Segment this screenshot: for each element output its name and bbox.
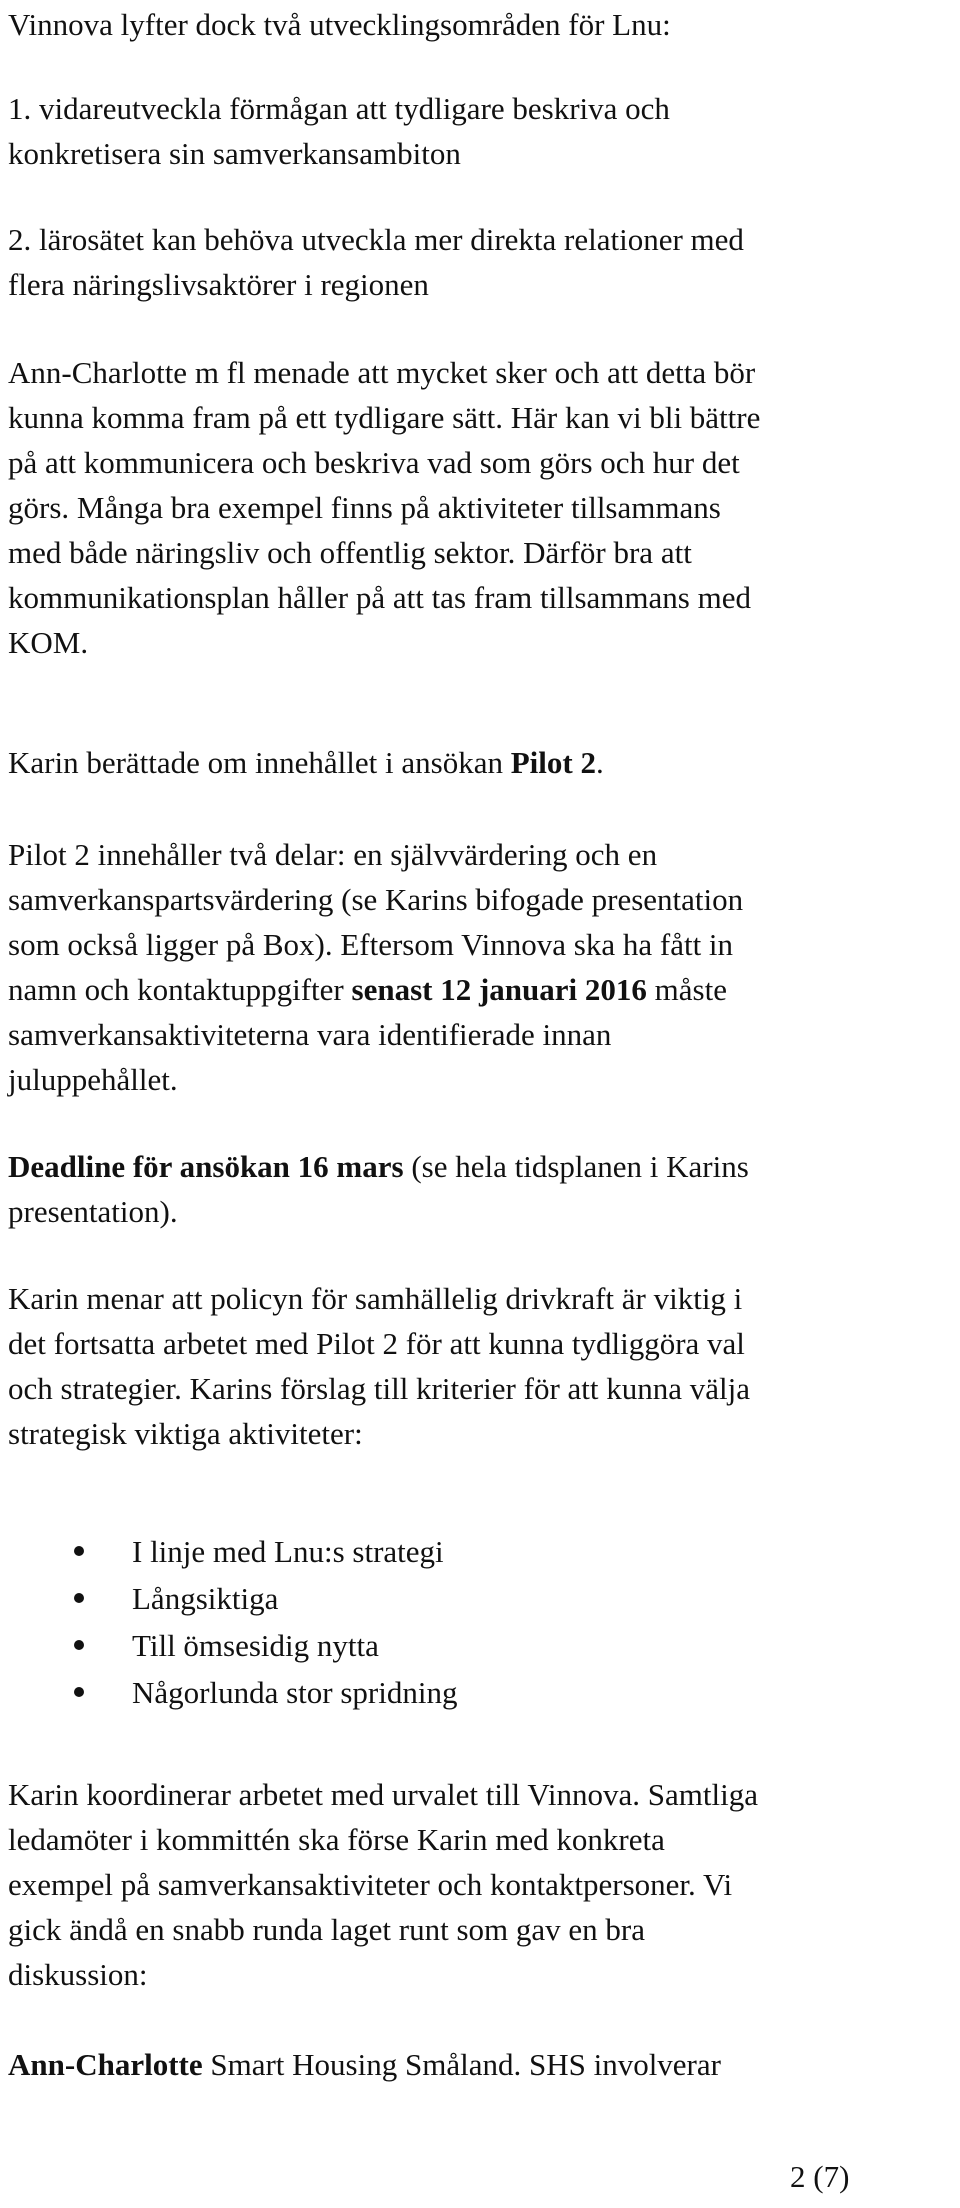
paragraph-line: KOM. [8,625,89,660]
list-item-line: 1. vidareutveckla förmågan att tydligare beskriva och [8,91,670,126]
pilot-2-paragraph [8,832,952,1102]
criteria-list [8,1528,908,1716]
list-item [8,1669,908,1716]
coordination-paragraph [8,1772,952,1997]
paragraph-line: kommunikationsplan håller på att tas fram tillsammans med [8,580,751,615]
paragraph-line: Karin koordinerar arbetet med urvalet till Vinnova. Samtliga [8,1777,758,1812]
paragraph-text: namn och kontaktuppgifter [8,972,352,1007]
person-name-bold: Ann-Charlotte [8,2047,203,2082]
paragraph-text: Karin berättade om innehållet i ansökan [8,745,511,780]
bullet-icon [74,1640,84,1650]
pilot-2-bold: Pilot 2 [510,745,596,780]
deadline-date-bold: senast 12 januari 2016 [351,972,647,1007]
paragraph-line [8,740,952,785]
paragraph-line: och strategier. Karins förslag till kriterier för att kunna välja [8,1371,751,1406]
list-item-text: Långsiktiga [132,1581,279,1616]
ann-charlotte-shs-paragraph [8,2042,952,2087]
paragraph-line: med både näringsliv och offentlig sektor. Därför bra att [8,535,692,570]
paragraph-line: Karin menar att policyn för samhällelig drivkraft är viktig i [8,1281,743,1316]
list-item [8,1622,908,1669]
paragraph-line: presentation). [8,1194,178,1229]
paragraph-line: exempel på samverkansaktiviteter och kontaktpersoner. Vi [8,1867,733,1902]
paragraph-line [8,967,952,1012]
list-item [8,217,952,307]
bullet-icon [74,1546,84,1556]
list-item-text: Någorlunda stor spridning [132,1675,458,1710]
paragraph-line: som också ligger på Box). Eftersom Vinnova ska ha fått in [8,927,734,962]
paragraph-text: Smart Housing Småland. SHS involverar [202,2047,721,2082]
paragraph-text: (se hela tidsplanen i Karins [403,1149,749,1184]
deadline-paragraph [8,1144,952,1234]
paragraph-line: diskussion: [8,1957,148,1992]
list-item-line: flera näringslivsaktörer i regionen [8,267,429,302]
paragraph-line: samverkansaktiviteterna vara identifierade innan [8,1017,612,1052]
paragraph-text: . [595,745,604,780]
list-item-text: I linje med Lnu:s strategi [132,1534,444,1569]
intro-text: Vinnova lyfter dock två utvecklingsområden för Lnu: [8,7,671,42]
paragraph-line: gick ändå en snabb runda laget runt som gav en bra [8,1912,646,1947]
policy-paragraph [8,1276,952,1456]
paragraph-line [8,2042,952,2087]
paragraph-line: görs. Många bra exempel finns på aktiviteter tillsammans [8,490,721,525]
bullet-icon [74,1593,84,1603]
list-item-line: 2. lärosätet kan behöva utveckla mer direkta relationer med [8,222,744,257]
paragraph-line: samverkanspartsvärdering (se Karins bifogade presentation [8,882,744,917]
list-item-text: Till ömsesidig nytta [132,1628,379,1663]
list-item [8,1528,908,1575]
page-number: 2 (7) [790,2159,850,2194]
list-item [8,86,952,176]
karin-pilot-paragraph [8,740,952,785]
paragraph-text: måste [646,972,727,1007]
intro-paragraph [8,2,952,47]
paragraph-line: strategisk viktiga aktiviteter: [8,1416,363,1451]
bullet-icon [74,1687,84,1697]
deadline-bold: Deadline för ansökan 16 mars [8,1149,404,1184]
paragraph-line: ledamöter i kommittén ska förse Karin med konkreta [8,1822,665,1857]
paragraph-line: på att kommunicera och beskriva vad som görs och hur det [8,445,740,480]
paragraph-line: Pilot 2 innehåller två delar: en självvärdering och en [8,837,658,872]
paragraph-line: det fortsatta arbetet med Pilot 2 för att kunna tydliggöra val [8,1326,745,1361]
paragraph-line: kunna komma fram på ett tydligare sätt. Här kan vi bli bättre [8,400,761,435]
paragraph-line [8,1144,952,1189]
paragraph-line: juluppehållet. [8,1062,178,1097]
list-item [8,1575,908,1622]
list-item-line: konkretisera sin samverkansambiton [8,136,461,171]
ann-charlotte-paragraph [8,350,952,665]
paragraph-line: Ann-Charlotte m fl menade att mycket sker och att detta bör [8,355,756,390]
